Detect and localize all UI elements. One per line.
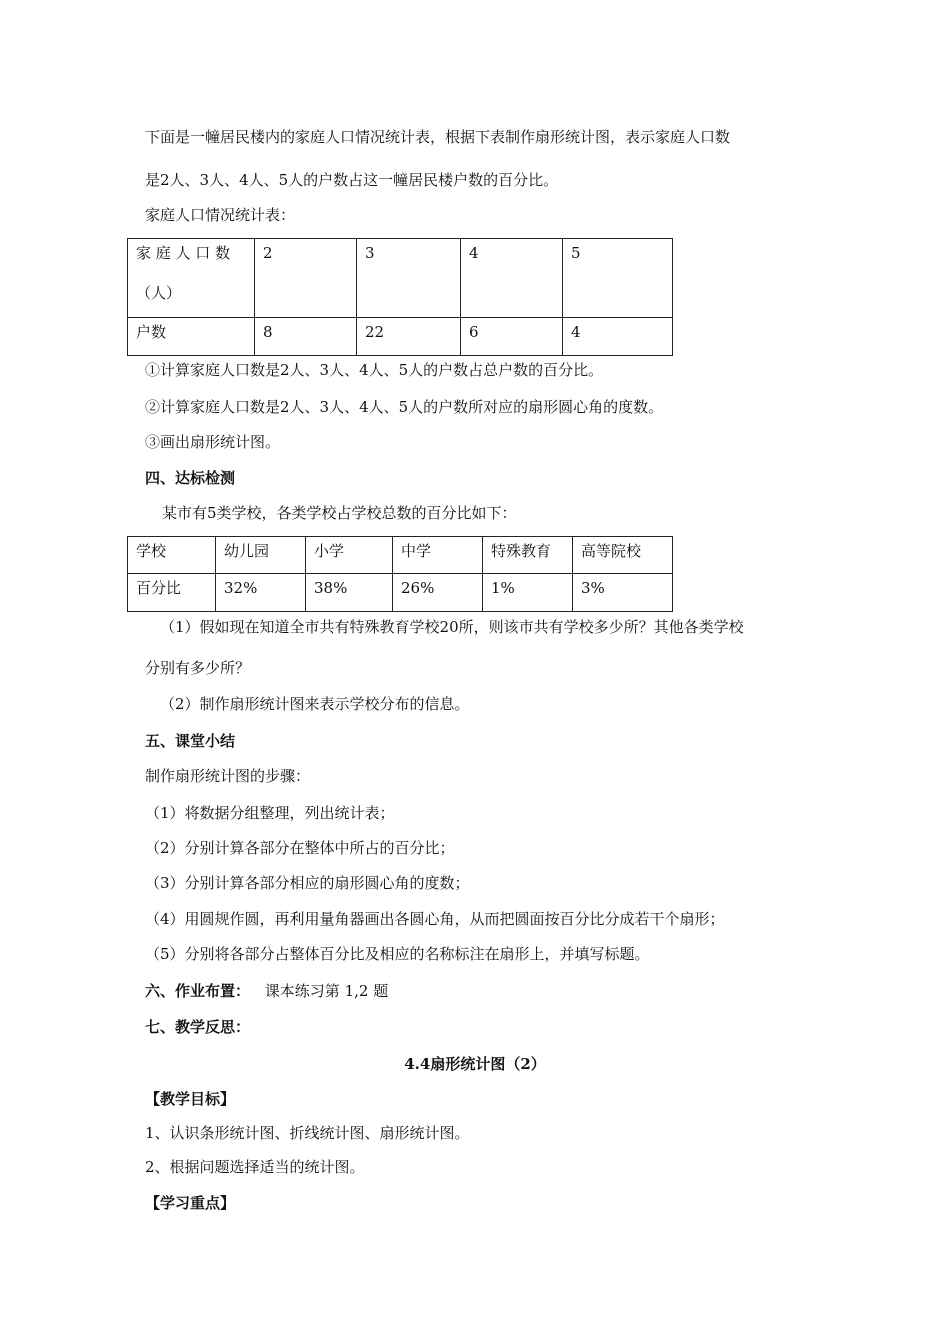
table-cell: 5 — [563, 239, 673, 318]
section-4-title: 四、达标检测 — [145, 469, 236, 487]
table-cell: 3 — [357, 239, 461, 318]
lesson-title: 4.4扇形统计图（2） — [404, 1055, 546, 1073]
table-cell: 小学 — [306, 537, 393, 574]
summary-step-1: （1）将数据分组整理，列出统计表； — [145, 804, 395, 822]
table-cell: 22 — [357, 318, 461, 356]
table-cell: 幼儿园 — [216, 537, 306, 574]
table-cell: 26% — [393, 574, 483, 612]
section-7-title: 七、教学反思： — [145, 1018, 251, 1036]
family-population-table — [127, 238, 673, 356]
section-6-text: 课本练习第 1,2 题 — [264, 982, 389, 1000]
table-header-row — [128, 537, 673, 574]
section-4-text: 某市有5类学校，各类学校占学校总数的百分比如下： — [162, 504, 517, 522]
objective-2: 2、根据问题选择适当的统计图。 — [145, 1158, 365, 1176]
summary-step-4: （4）用圆规作圆，再利用量角器画出各圆心角，从而把圆面按百分比分成若干个扇形； — [145, 910, 725, 928]
focus-heading: 【学习重点】 — [145, 1194, 236, 1212]
question-2: （2）制作扇形统计图来表示学校分布的信息。 — [160, 695, 470, 713]
table-cell — [128, 239, 255, 318]
header-label-line-1: 家 庭 人 口 数 — [136, 244, 231, 262]
table-cell: 特殊教育 — [483, 537, 573, 574]
objectives-heading: 【教学目标】 — [145, 1090, 236, 1108]
table-row — [128, 574, 673, 612]
table-caption: 家庭人口情况统计表： — [145, 206, 296, 224]
intro-line-2: 是2人、3人、4人、5人的户数占这一幢居民楼户数的百分比。 — [145, 171, 559, 189]
summary-step-3: （3）分别计算各部分相应的扇形圆心角的度数； — [145, 874, 470, 892]
summary-step-5: （5）分别将各部分占整体百分比及相应的名称标注在扇形上，并填写标题。 — [145, 945, 650, 963]
question-1-line-1: （1）假如现在知道全市共有特殊教育学校20所，则该市共有学校多少所？其他各类学校 — [160, 618, 744, 636]
table-cell: 32% — [216, 574, 306, 612]
table-row — [128, 318, 673, 356]
table-cell: 8 — [255, 318, 357, 356]
school-percentage-table — [127, 536, 673, 612]
objective-1: 1、认识条形统计图、折线统计图、扇形统计图。 — [145, 1124, 470, 1142]
task-2: ②计算家庭人口数是2人、3人、4人、5人的户数所对应的扇形圆心角的度数。 — [145, 398, 664, 416]
table-cell: 中学 — [393, 537, 483, 574]
table-cell: 百分比 — [128, 574, 216, 612]
table-cell: 38% — [306, 574, 393, 612]
table-cell: 户数 — [128, 318, 255, 356]
table-cell: 2 — [255, 239, 357, 318]
section-5-title: 五、课堂小结 — [145, 732, 236, 750]
header-label-line-2: （人） — [136, 284, 182, 302]
summary-step-2: （2）分别计算各部分在整体中所占的百分比； — [145, 839, 455, 857]
section-5-intro: 制作扇形统计图的步骤： — [145, 767, 311, 785]
table-cell: 4 — [563, 318, 673, 356]
question-1-line-2: 分别有多少所？ — [145, 659, 251, 677]
intro-line-1: 下面是一幢居民楼内的家庭人口情况统计表，根据下表制作扇形统计图，表示家庭人口数 — [145, 128, 731, 146]
table-cell: 6 — [461, 318, 563, 356]
table-cell: 高等院校 — [573, 537, 673, 574]
section-6-title: 六、作业布置： — [145, 982, 251, 1000]
table-cell: 1% — [483, 574, 573, 612]
task-1: ①计算家庭人口数是2人、3人、4人、5人的户数占总户数的百分比。 — [145, 361, 604, 379]
task-3: ③画出扇形统计图。 — [145, 433, 281, 451]
table-cell: 4 — [461, 239, 563, 318]
table-cell: 学校 — [128, 537, 216, 574]
table-cell: 3% — [573, 574, 673, 612]
table-header-row — [128, 239, 673, 318]
section-6 — [145, 981, 388, 1001]
